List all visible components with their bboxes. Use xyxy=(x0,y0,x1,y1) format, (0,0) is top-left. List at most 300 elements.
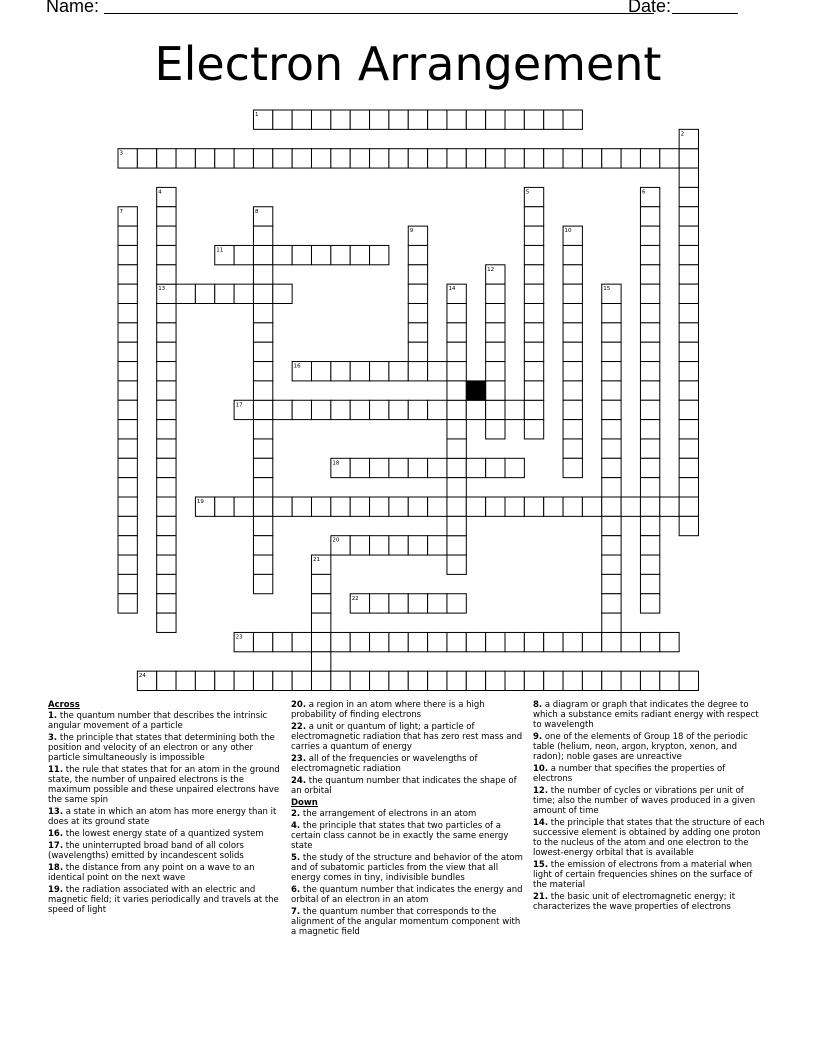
crossword-cell[interactable] xyxy=(679,400,698,419)
crossword-cell[interactable] xyxy=(370,536,389,555)
crossword-cell[interactable] xyxy=(428,149,447,168)
crossword-cell[interactable] xyxy=(486,381,505,400)
crossword-cell[interactable] xyxy=(408,304,427,323)
crossword-cell[interactable] xyxy=(640,536,659,555)
crossword-cell[interactable] xyxy=(602,536,621,555)
crossword-cell[interactable] xyxy=(292,149,311,168)
crossword-cell[interactable] xyxy=(157,594,176,613)
crossword-cell[interactable] xyxy=(563,284,582,303)
crossword-cell[interactable] xyxy=(660,671,679,690)
crossword-cell[interactable] xyxy=(524,671,543,690)
crossword-cell[interactable] xyxy=(157,613,176,632)
crossword-cell[interactable] xyxy=(408,284,427,303)
crossword-cell[interactable] xyxy=(157,497,176,516)
crossword-cell[interactable] xyxy=(215,149,234,168)
crossword-cell[interactable] xyxy=(602,613,621,632)
crossword-cell[interactable] xyxy=(621,497,640,516)
crossword-cell[interactable] xyxy=(486,323,505,342)
crossword-cell[interactable] xyxy=(640,245,659,264)
crossword-cell[interactable] xyxy=(253,304,272,323)
crossword-cell[interactable] xyxy=(428,536,447,555)
crossword-cell[interactable] xyxy=(253,284,272,303)
crossword-cell[interactable] xyxy=(505,632,524,651)
crossword-cell[interactable] xyxy=(389,536,408,555)
crossword-cell[interactable] xyxy=(253,574,272,593)
crossword-cell[interactable] xyxy=(118,594,137,613)
crossword-cell[interactable] xyxy=(447,110,466,129)
crossword-cell[interactable] xyxy=(447,149,466,168)
crossword-cell[interactable] xyxy=(118,362,137,381)
crossword-cell[interactable] xyxy=(563,362,582,381)
crossword-cell[interactable] xyxy=(312,497,331,516)
crossword-cell[interactable] xyxy=(118,381,137,400)
crossword-cell[interactable] xyxy=(602,362,621,381)
crossword-cell[interactable] xyxy=(350,497,369,516)
crossword-cell[interactable] xyxy=(524,381,543,400)
crossword-cell[interactable] xyxy=(253,497,272,516)
crossword-cell[interactable] xyxy=(428,400,447,419)
crossword-cell[interactable] xyxy=(602,671,621,690)
crossword-cell[interactable] xyxy=(408,245,427,264)
crossword-cell[interactable] xyxy=(118,478,137,497)
crossword-cell[interactable] xyxy=(428,110,447,129)
crossword-cell[interactable] xyxy=(563,149,582,168)
crossword-cell[interactable] xyxy=(176,149,195,168)
crossword-cell[interactable] xyxy=(447,420,466,439)
crossword-cell[interactable] xyxy=(331,632,350,651)
crossword-cell[interactable] xyxy=(486,497,505,516)
crossword-cell[interactable] xyxy=(582,497,601,516)
crossword-cell[interactable] xyxy=(370,497,389,516)
crossword-cell[interactable] xyxy=(118,497,137,516)
crossword-cell[interactable] xyxy=(118,226,137,245)
crossword-cell[interactable] xyxy=(679,478,698,497)
crossword-cell[interactable] xyxy=(408,110,427,129)
crossword-cell[interactable] xyxy=(370,671,389,690)
crossword-cell[interactable] xyxy=(640,594,659,613)
crossword-cell[interactable] xyxy=(350,110,369,129)
crossword-cell[interactable] xyxy=(447,458,466,477)
crossword-cell[interactable] xyxy=(253,323,272,342)
crossword-cell[interactable] xyxy=(447,439,466,458)
crossword-cell[interactable] xyxy=(524,110,543,129)
crossword-cell[interactable] xyxy=(331,400,350,419)
crossword-cell[interactable] xyxy=(428,362,447,381)
crossword-cell[interactable] xyxy=(331,497,350,516)
crossword-cell[interactable] xyxy=(524,362,543,381)
crossword-cell[interactable] xyxy=(312,149,331,168)
crossword-cell[interactable] xyxy=(195,671,214,690)
crossword-cell[interactable] xyxy=(370,362,389,381)
crossword-cell[interactable] xyxy=(234,497,253,516)
crossword-cell[interactable] xyxy=(389,671,408,690)
crossword-cell[interactable] xyxy=(253,381,272,400)
crossword-cell[interactable] xyxy=(408,632,427,651)
crossword-cell[interactable] xyxy=(621,149,640,168)
crossword-cell[interactable] xyxy=(312,245,331,264)
crossword-cell[interactable] xyxy=(602,304,621,323)
crossword-cell[interactable] xyxy=(408,536,427,555)
crossword-cell[interactable] xyxy=(505,110,524,129)
crossword-cell[interactable] xyxy=(621,632,640,651)
crossword-cell[interactable] xyxy=(679,168,698,187)
crossword-cell[interactable] xyxy=(486,420,505,439)
crossword-cell[interactable] xyxy=(234,671,253,690)
crossword-cell[interactable] xyxy=(602,458,621,477)
crossword-cell[interactable] xyxy=(640,555,659,574)
crossword-cell[interactable] xyxy=(157,555,176,574)
crossword-cell[interactable] xyxy=(408,594,427,613)
crossword-cell[interactable] xyxy=(524,497,543,516)
crossword-cell[interactable] xyxy=(312,362,331,381)
crossword-cell[interactable] xyxy=(118,342,137,361)
crossword-cell[interactable] xyxy=(466,149,485,168)
crossword-cell[interactable] xyxy=(428,497,447,516)
crossword-cell[interactable] xyxy=(563,265,582,284)
crossword-cell[interactable] xyxy=(157,478,176,497)
crossword-cell[interactable] xyxy=(621,671,640,690)
crossword-cell[interactable] xyxy=(118,574,137,593)
crossword-cell[interactable] xyxy=(157,323,176,342)
crossword-cell[interactable] xyxy=(602,478,621,497)
crossword-cell[interactable] xyxy=(157,574,176,593)
crossword-cell[interactable] xyxy=(253,400,272,419)
crossword-cell[interactable] xyxy=(640,149,659,168)
crossword-cell[interactable] xyxy=(679,187,698,206)
crossword-cell[interactable] xyxy=(273,400,292,419)
crossword-cell[interactable] xyxy=(350,458,369,477)
crossword-cell[interactable] xyxy=(273,671,292,690)
crossword-cell[interactable] xyxy=(253,632,272,651)
crossword-cell[interactable] xyxy=(370,110,389,129)
crossword-cell[interactable] xyxy=(602,632,621,651)
crossword-cell[interactable] xyxy=(389,110,408,129)
crossword-cell[interactable] xyxy=(408,323,427,342)
crossword-cell[interactable] xyxy=(350,400,369,419)
crossword-cell[interactable] xyxy=(350,671,369,690)
crossword-cell[interactable] xyxy=(602,574,621,593)
crossword-cell[interactable] xyxy=(640,671,659,690)
crossword-cell[interactable] xyxy=(447,671,466,690)
crossword-cell[interactable] xyxy=(273,632,292,651)
crossword-cell[interactable] xyxy=(679,516,698,535)
crossword-cell[interactable] xyxy=(563,400,582,419)
crossword-cell[interactable] xyxy=(137,149,156,168)
crossword-cell[interactable] xyxy=(582,149,601,168)
crossword-cell[interactable] xyxy=(157,420,176,439)
crossword-cell[interactable] xyxy=(679,458,698,477)
crossword-cell[interactable] xyxy=(234,149,253,168)
crossword-cell[interactable] xyxy=(524,245,543,264)
crossword-cell[interactable] xyxy=(447,497,466,516)
crossword-cell[interactable] xyxy=(563,110,582,129)
crossword-cell[interactable] xyxy=(273,149,292,168)
crossword-cell[interactable] xyxy=(602,342,621,361)
crossword-cell[interactable] xyxy=(292,245,311,264)
crossword-cell[interactable] xyxy=(679,439,698,458)
crossword-cell[interactable] xyxy=(408,671,427,690)
crossword-cell[interactable] xyxy=(640,400,659,419)
crossword-cell[interactable] xyxy=(563,458,582,477)
crossword-cell[interactable] xyxy=(253,536,272,555)
crossword-cell[interactable] xyxy=(524,420,543,439)
crossword-cell[interactable] xyxy=(253,226,272,245)
crossword-cell[interactable] xyxy=(408,265,427,284)
crossword-cell[interactable] xyxy=(370,458,389,477)
crossword-cell[interactable] xyxy=(486,342,505,361)
crossword-cell[interactable] xyxy=(157,245,176,264)
crossword-cell[interactable] xyxy=(640,439,659,458)
crossword-cell[interactable] xyxy=(640,420,659,439)
crossword-cell[interactable] xyxy=(640,497,659,516)
crossword-cell[interactable] xyxy=(447,632,466,651)
crossword-cell[interactable] xyxy=(660,497,679,516)
crossword-cell[interactable] xyxy=(273,245,292,264)
crossword-cell[interactable] xyxy=(312,400,331,419)
crossword-cell[interactable] xyxy=(486,149,505,168)
crossword-cell[interactable] xyxy=(157,516,176,535)
crossword-cell[interactable] xyxy=(157,362,176,381)
crossword-cell[interactable] xyxy=(118,439,137,458)
crossword-cell[interactable] xyxy=(486,458,505,477)
crossword-cell[interactable] xyxy=(331,149,350,168)
crossword-cell[interactable] xyxy=(312,671,331,690)
crossword-cell[interactable] xyxy=(253,555,272,574)
crossword-cell[interactable] xyxy=(118,555,137,574)
crossword-cell[interactable] xyxy=(447,381,466,400)
crossword-cell[interactable] xyxy=(447,594,466,613)
crossword-cell[interactable] xyxy=(253,245,272,264)
crossword-cell[interactable] xyxy=(660,632,679,651)
crossword-cell[interactable] xyxy=(389,400,408,419)
crossword-cell[interactable] xyxy=(447,342,466,361)
crossword-cell[interactable] xyxy=(524,284,543,303)
crossword-cell[interactable] xyxy=(389,149,408,168)
crossword-cell[interactable] xyxy=(466,110,485,129)
crossword-cell[interactable] xyxy=(118,400,137,419)
crossword-cell[interactable] xyxy=(118,516,137,535)
crossword-cell[interactable] xyxy=(640,574,659,593)
crossword-cell[interactable] xyxy=(215,671,234,690)
crossword-cell[interactable] xyxy=(486,110,505,129)
crossword-cell[interactable] xyxy=(253,149,272,168)
crossword-cell[interactable] xyxy=(640,381,659,400)
crossword-cell[interactable] xyxy=(486,400,505,419)
crossword-cell[interactable] xyxy=(679,265,698,284)
crossword-cell[interactable] xyxy=(563,245,582,264)
crossword-cell[interactable] xyxy=(602,149,621,168)
crossword-cell[interactable] xyxy=(447,323,466,342)
crossword-cell[interactable] xyxy=(292,497,311,516)
crossword-cell[interactable] xyxy=(640,226,659,245)
crossword-cell[interactable] xyxy=(679,304,698,323)
crossword-cell[interactable] xyxy=(602,497,621,516)
crossword-cell[interactable] xyxy=(312,632,331,651)
crossword-cell[interactable] xyxy=(312,594,331,613)
crossword-cell[interactable] xyxy=(253,516,272,535)
crossword-cell[interactable] xyxy=(389,362,408,381)
crossword-cell[interactable] xyxy=(505,671,524,690)
crossword-cell[interactable] xyxy=(505,497,524,516)
crossword-cell[interactable] xyxy=(331,110,350,129)
crossword-cell[interactable] xyxy=(679,342,698,361)
crossword-cell[interactable] xyxy=(447,555,466,574)
crossword-cell[interactable] xyxy=(408,149,427,168)
crossword-cell[interactable] xyxy=(370,632,389,651)
crossword-cell[interactable] xyxy=(157,536,176,555)
crossword-cell[interactable] xyxy=(505,149,524,168)
crossword-cell[interactable] xyxy=(563,671,582,690)
crossword-cell[interactable] xyxy=(253,478,272,497)
crossword-cell[interactable] xyxy=(389,497,408,516)
crossword-cell[interactable] xyxy=(157,381,176,400)
crossword-cell[interactable] xyxy=(157,342,176,361)
crossword-cell[interactable] xyxy=(350,149,369,168)
crossword-cell[interactable] xyxy=(195,149,214,168)
crossword-cell[interactable] xyxy=(486,671,505,690)
crossword-cell[interactable] xyxy=(253,342,272,361)
crossword-cell[interactable] xyxy=(331,245,350,264)
crossword-cell[interactable] xyxy=(312,613,331,632)
crossword-cell[interactable] xyxy=(253,362,272,381)
crossword-cell[interactable] xyxy=(466,400,485,419)
crossword-cell[interactable] xyxy=(640,458,659,477)
crossword-cell[interactable] xyxy=(176,671,195,690)
crossword-cell[interactable] xyxy=(428,458,447,477)
crossword-cell[interactable] xyxy=(640,304,659,323)
crossword-cell[interactable] xyxy=(118,245,137,264)
crossword-cell[interactable] xyxy=(524,149,543,168)
crossword-cell[interactable] xyxy=(563,342,582,361)
crossword-cell[interactable] xyxy=(602,381,621,400)
crossword-cell[interactable] xyxy=(640,342,659,361)
crossword-cell[interactable] xyxy=(215,284,234,303)
crossword-cell[interactable] xyxy=(350,632,369,651)
crossword-cell[interactable] xyxy=(505,458,524,477)
crossword-cell[interactable] xyxy=(640,516,659,535)
crossword-cell[interactable] xyxy=(273,110,292,129)
crossword-cell[interactable] xyxy=(350,245,369,264)
crossword-cell[interactable] xyxy=(312,652,331,671)
crossword-cell[interactable] xyxy=(157,671,176,690)
crossword-cell[interactable] xyxy=(679,323,698,342)
crossword-cell[interactable] xyxy=(176,284,195,303)
crossword-cell[interactable] xyxy=(157,304,176,323)
crossword-cell[interactable] xyxy=(428,594,447,613)
crossword-cell[interactable] xyxy=(640,362,659,381)
crossword-cell[interactable] xyxy=(157,400,176,419)
crossword-cell[interactable] xyxy=(679,362,698,381)
crossword-cell[interactable] xyxy=(524,304,543,323)
crossword-cell[interactable] xyxy=(447,516,466,535)
crossword-cell[interactable] xyxy=(466,632,485,651)
crossword-cell[interactable] xyxy=(486,362,505,381)
crossword-cell[interactable] xyxy=(582,632,601,651)
crossword-cell[interactable] xyxy=(505,400,524,419)
crossword-cell[interactable] xyxy=(602,323,621,342)
crossword-cell[interactable] xyxy=(602,439,621,458)
crossword-cell[interactable] xyxy=(447,478,466,497)
crossword-cell[interactable] xyxy=(486,304,505,323)
crossword-cell[interactable] xyxy=(524,265,543,284)
crossword-cell[interactable] xyxy=(447,362,466,381)
crossword-cell[interactable] xyxy=(292,632,311,651)
crossword-cell[interactable] xyxy=(447,304,466,323)
crossword-cell[interactable] xyxy=(524,323,543,342)
crossword-cell[interactable] xyxy=(602,594,621,613)
crossword-cell[interactable] xyxy=(679,497,698,516)
crossword-cell[interactable] xyxy=(292,400,311,419)
crossword-cell[interactable] xyxy=(563,632,582,651)
crossword-cell[interactable] xyxy=(544,632,563,651)
crossword-cell[interactable] xyxy=(157,149,176,168)
crossword-cell[interactable] xyxy=(563,420,582,439)
crossword-cell[interactable] xyxy=(273,284,292,303)
crossword-cell[interactable] xyxy=(679,149,698,168)
crossword-cell[interactable] xyxy=(466,497,485,516)
crossword-cell[interactable] xyxy=(563,381,582,400)
crossword-cell[interactable] xyxy=(118,458,137,477)
crossword-cell[interactable] xyxy=(157,207,176,226)
crossword-cell[interactable] xyxy=(118,323,137,342)
crossword-cell[interactable] xyxy=(118,420,137,439)
crossword-cell[interactable] xyxy=(157,226,176,245)
crossword-cell[interactable] xyxy=(563,323,582,342)
crossword-cell[interactable] xyxy=(466,671,485,690)
crossword-cell[interactable] xyxy=(428,632,447,651)
crossword-cell[interactable] xyxy=(640,478,659,497)
crossword-cell[interactable] xyxy=(544,110,563,129)
crossword-cell[interactable] xyxy=(370,149,389,168)
crossword-cell[interactable] xyxy=(524,400,543,419)
crossword-cell[interactable] xyxy=(389,594,408,613)
crossword-cell[interactable] xyxy=(312,110,331,129)
crossword-cell[interactable] xyxy=(408,362,427,381)
crossword-cell[interactable] xyxy=(389,458,408,477)
crossword-cell[interactable] xyxy=(447,536,466,555)
crossword-cell[interactable] xyxy=(524,226,543,245)
crossword-cell[interactable] xyxy=(447,400,466,419)
crossword-cell[interactable] xyxy=(234,245,253,264)
crossword-cell[interactable] xyxy=(331,362,350,381)
crossword-cell[interactable] xyxy=(428,671,447,690)
crossword-cell[interactable] xyxy=(466,458,485,477)
crossword-cell[interactable] xyxy=(524,342,543,361)
crossword-cell[interactable] xyxy=(524,632,543,651)
crossword-cell[interactable] xyxy=(602,516,621,535)
crossword-cell[interactable] xyxy=(582,671,601,690)
crossword-cell[interactable] xyxy=(679,207,698,226)
crossword-cell[interactable] xyxy=(486,632,505,651)
crossword-cell[interactable] xyxy=(253,439,272,458)
crossword-cell[interactable] xyxy=(234,284,253,303)
crossword-cell[interactable] xyxy=(312,574,331,593)
crossword-cell[interactable] xyxy=(215,497,234,516)
crossword-cell[interactable] xyxy=(486,284,505,303)
crossword-cell[interactable] xyxy=(563,497,582,516)
crossword-cell[interactable] xyxy=(640,323,659,342)
crossword-cell[interactable] xyxy=(118,536,137,555)
crossword-cell[interactable] xyxy=(118,304,137,323)
crossword-cell[interactable] xyxy=(679,226,698,245)
crossword-cell[interactable] xyxy=(253,420,272,439)
crossword-cell[interactable] xyxy=(253,671,272,690)
crossword-cell[interactable] xyxy=(602,420,621,439)
crossword-cell[interactable] xyxy=(408,400,427,419)
crossword-cell[interactable] xyxy=(195,284,214,303)
crossword-cell[interactable] xyxy=(640,265,659,284)
crossword-cell[interactable] xyxy=(389,632,408,651)
